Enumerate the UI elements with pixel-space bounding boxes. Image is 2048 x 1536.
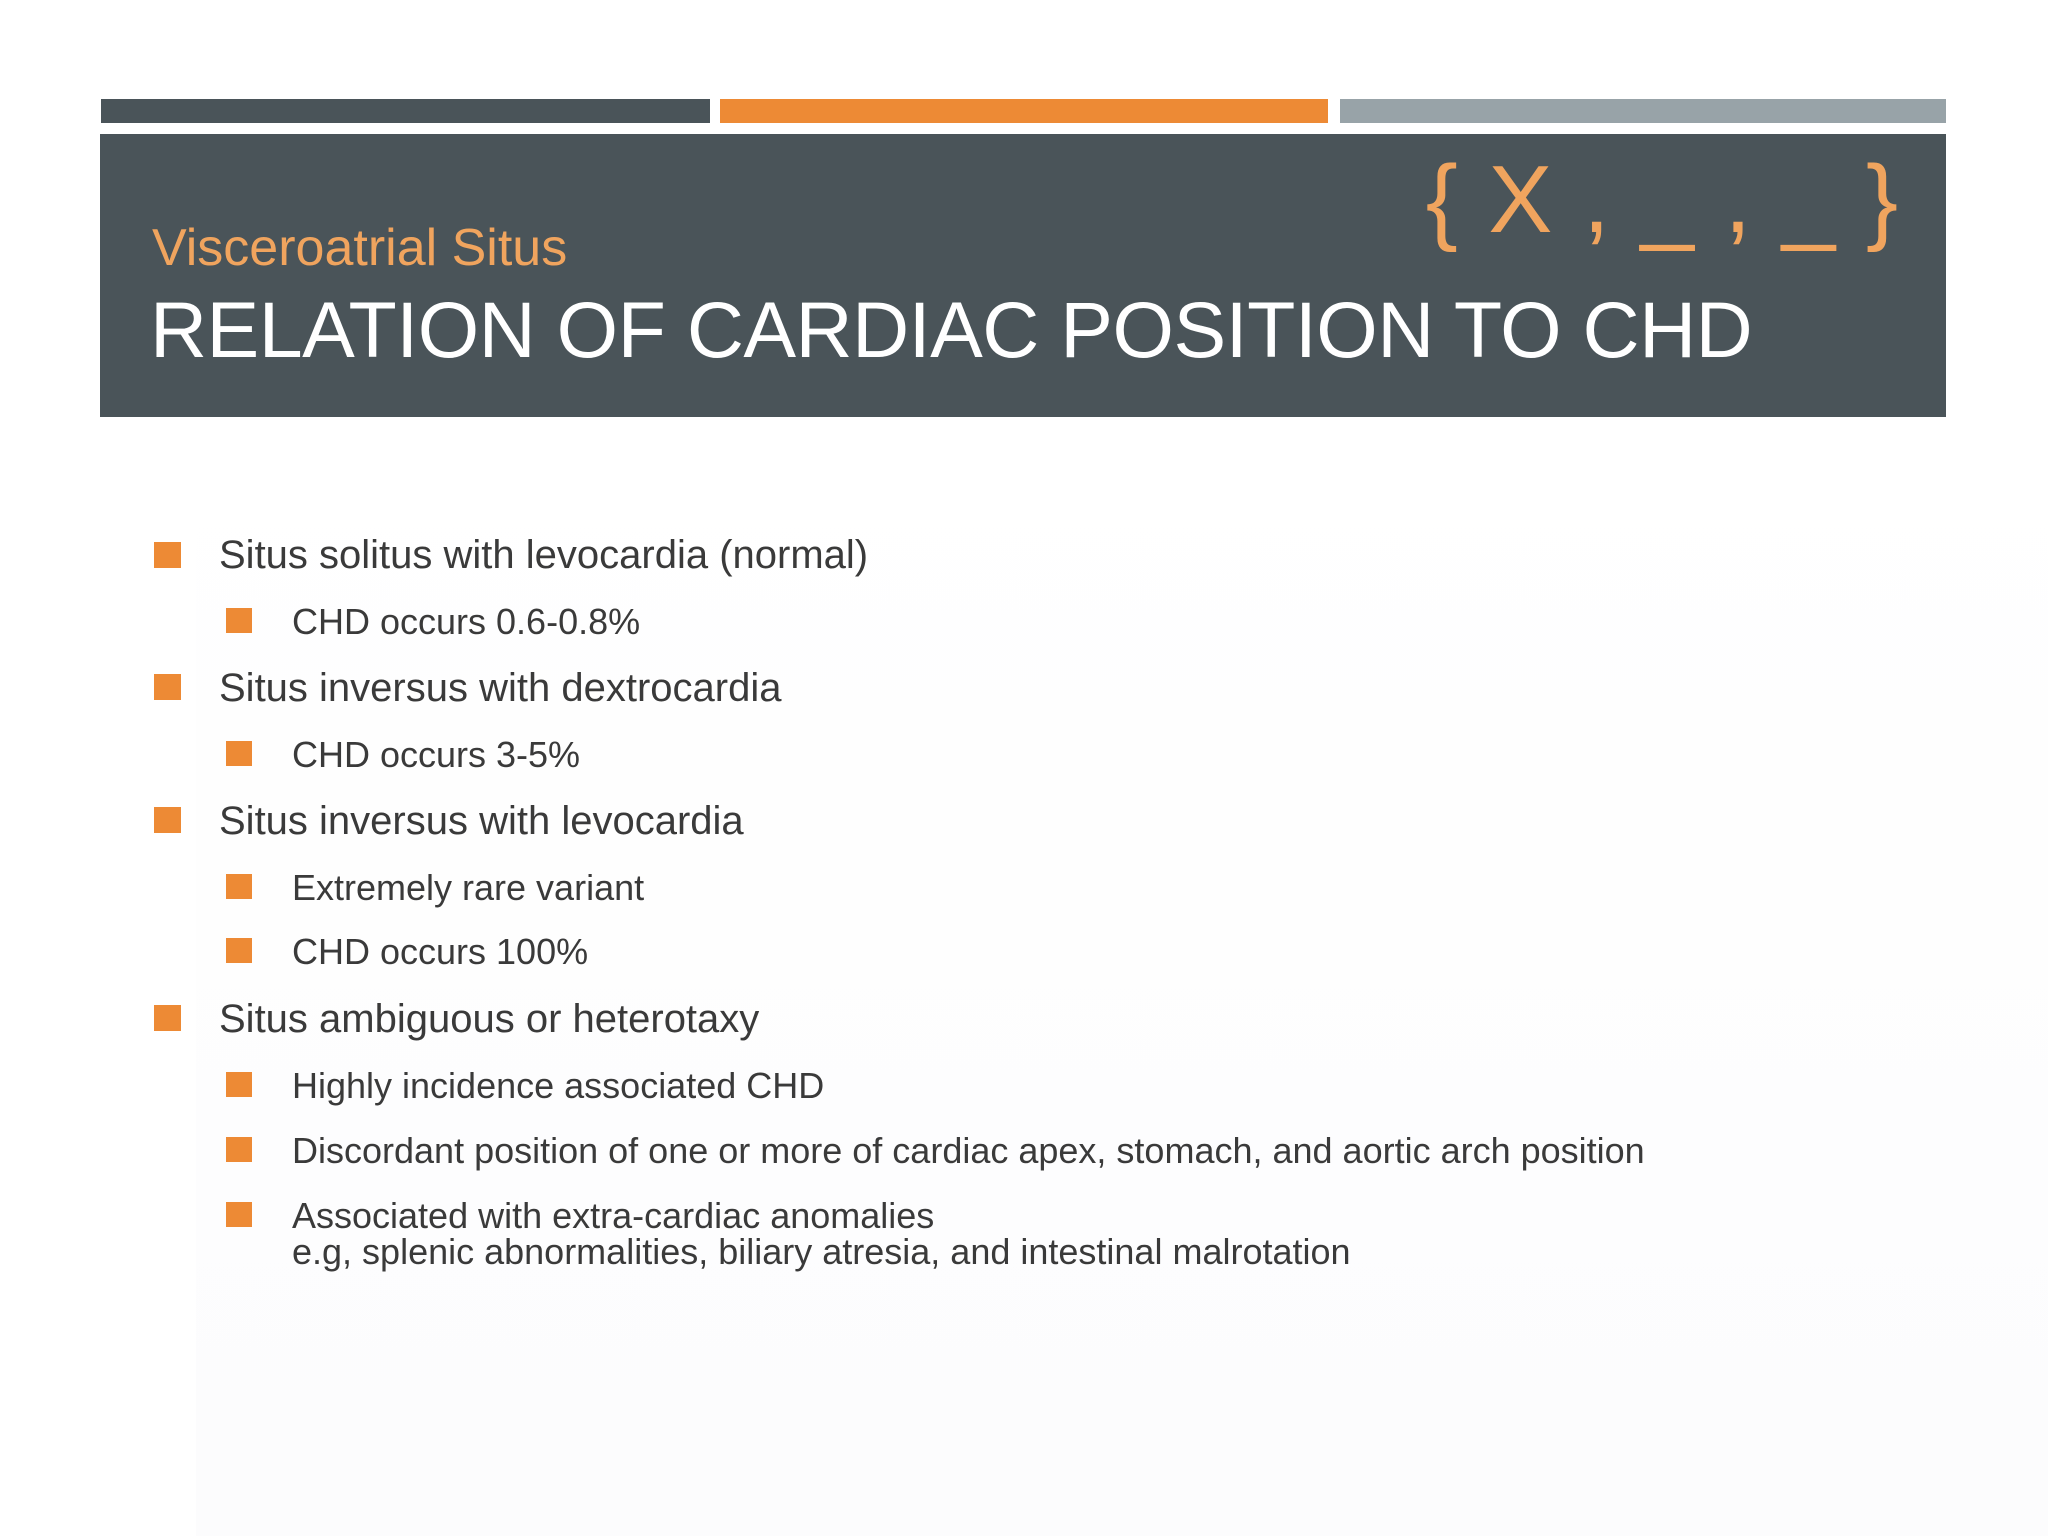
square-bullet-icon xyxy=(226,1137,252,1162)
list-item-text: CHD occurs 3-5% xyxy=(292,734,581,775)
square-bullet-icon xyxy=(226,938,252,963)
square-bullet-icon xyxy=(226,874,252,899)
square-bullet-icon xyxy=(226,1072,252,1097)
square-bullet-icon xyxy=(154,1005,181,1031)
segmental-notation: { X , _ , _ } xyxy=(1425,146,1900,253)
list-item-text: CHD occurs 0.6-0.8% xyxy=(292,601,641,642)
square-bullet-icon xyxy=(226,741,252,766)
slide-title: RELATION OF CARDIAC POSITION TO CHD xyxy=(150,285,1753,374)
list-item-text: Situs inversus with levocardia xyxy=(219,799,744,843)
list-item-text: Situs solitus with levocardia (normal) xyxy=(219,533,869,577)
slide-subtitle: Visceroatrial Situs xyxy=(152,219,568,277)
list-item-text: CHD occurs 100% xyxy=(292,931,589,972)
list-item-text: Discordant position of one or more of cardiac apex, stomach, and aortic arch position xyxy=(292,1130,1645,1171)
square-bullet-icon xyxy=(154,807,181,833)
list-item-text: Highly incidence associated CHD xyxy=(292,1065,825,1106)
list-item-text: Situs inversus with dextrocardia xyxy=(219,666,782,710)
list-item-continuation: e.g, splenic abnormalities, biliary atresia, and intestinal malrotation xyxy=(292,1231,1351,1272)
square-bullet-icon xyxy=(226,608,252,633)
square-bullet-icon xyxy=(154,674,181,700)
list-item-text: Associated with extra-cardiac anomalies xyxy=(292,1195,935,1236)
list-item-text: Situs ambiguous or heterotaxy xyxy=(219,997,760,1041)
square-bullet-icon xyxy=(154,542,181,568)
list-item-text: Extremely rare variant xyxy=(292,867,645,908)
square-bullet-icon xyxy=(226,1202,252,1227)
